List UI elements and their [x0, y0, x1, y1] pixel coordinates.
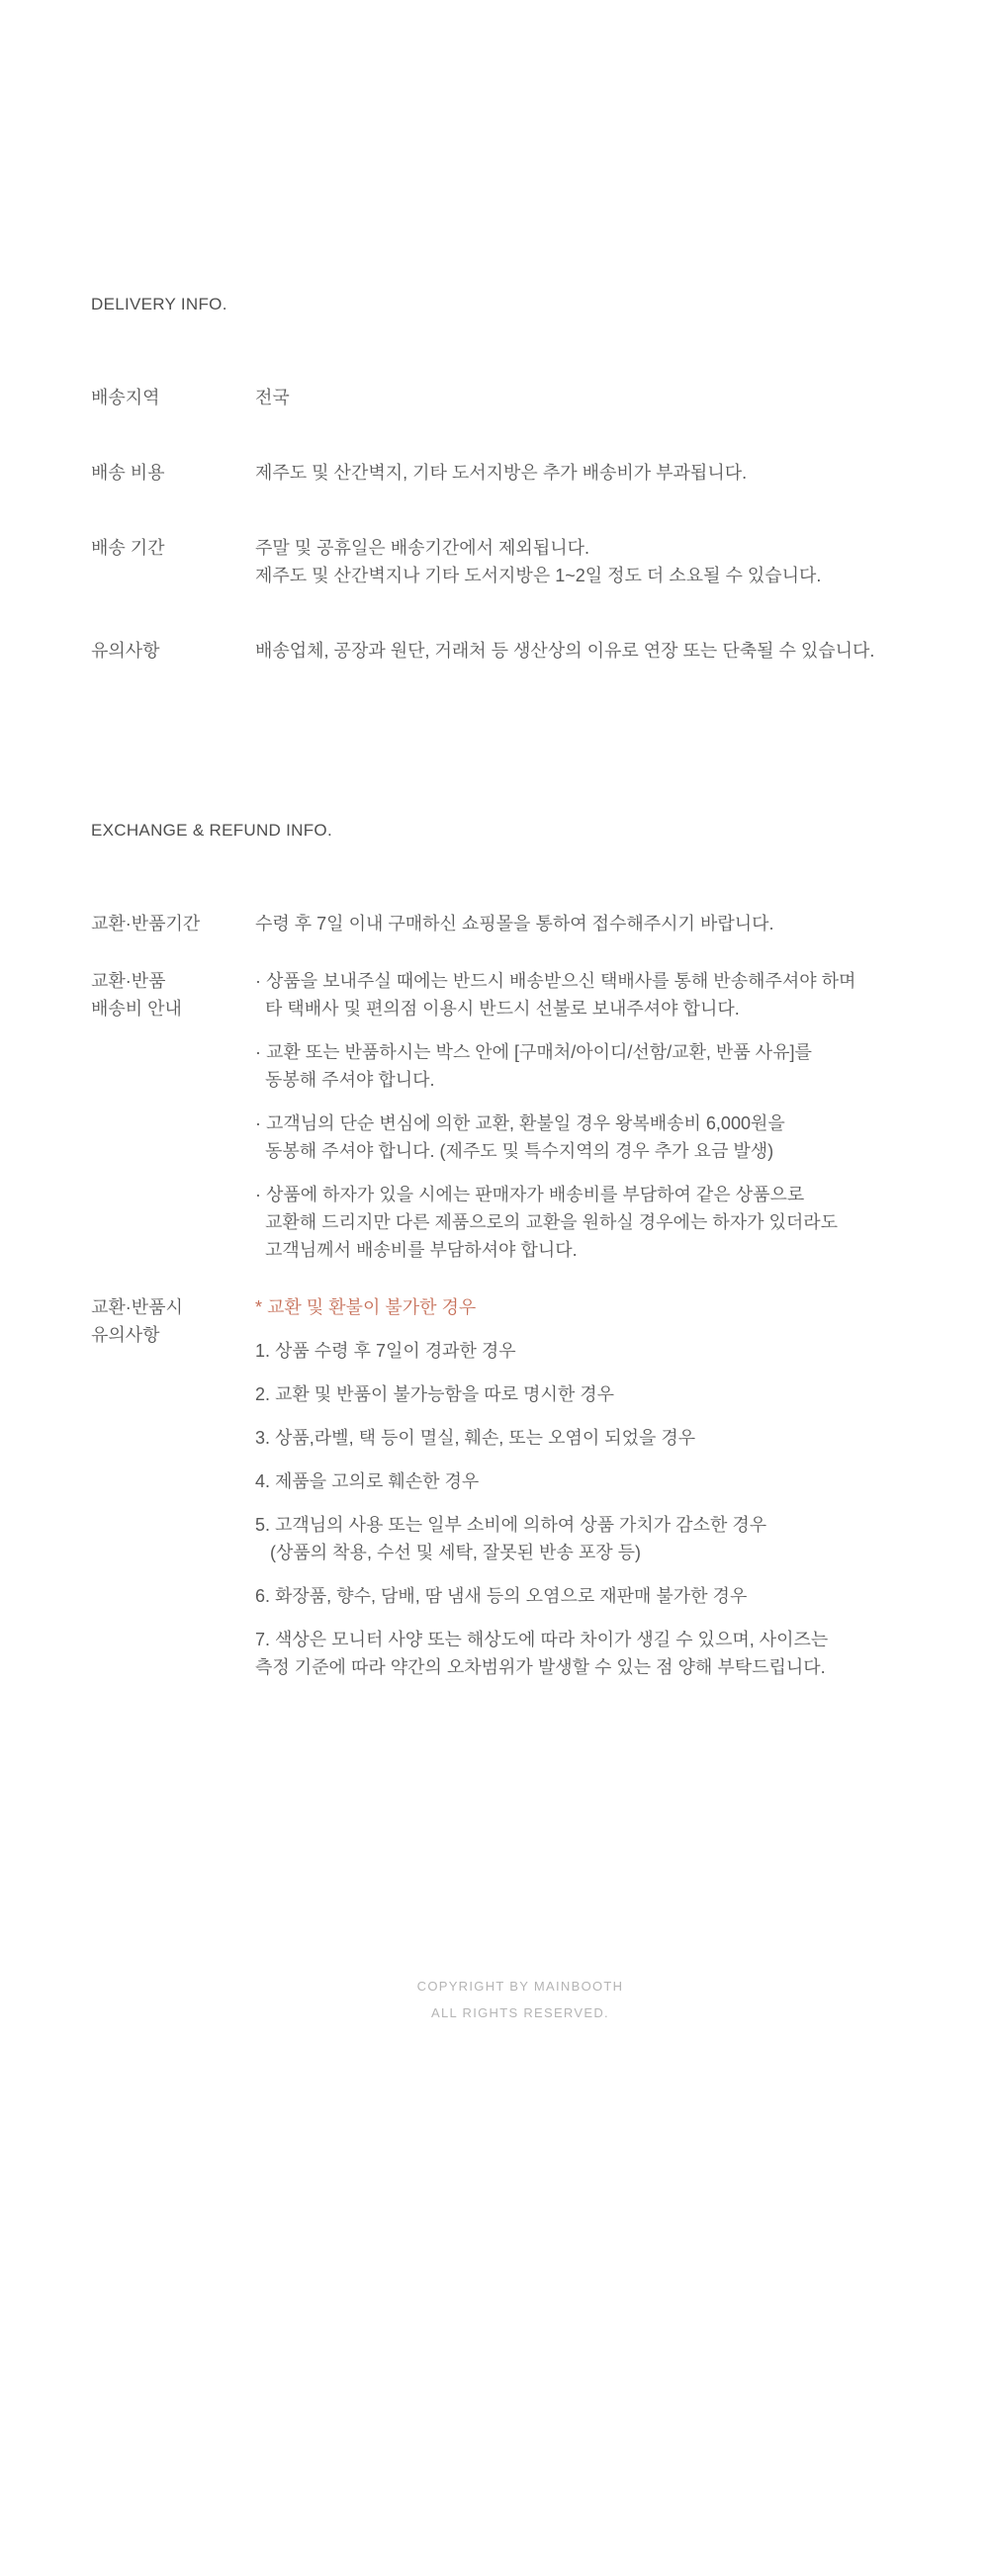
- info-row: [91, 637, 949, 665]
- row-label: [91, 384, 255, 411]
- text-line: 7. 색상은 모니터 사양 또는 해상도에 따라 차이가 생길 수 있으며, 사이즈는: [255, 1630, 829, 1649]
- row-label-line: 교환·반품기간: [91, 914, 201, 933]
- exchange-refund-table: [91, 910, 949, 1681]
- text-line: 교환해 드리지만 다른 제품으로의 교환을 원하실 경우에는 하자가 있더라도: [255, 1212, 839, 1232]
- row-content: [255, 967, 949, 1264]
- delivery-info-table: [91, 384, 949, 665]
- info-paragraph: [255, 459, 949, 487]
- text-line: * 교환 및 환불이 불가한 경우: [255, 1297, 477, 1317]
- info-paragraph: [255, 1424, 949, 1452]
- info-paragraph: [255, 637, 949, 665]
- text-line: · 고객님의 단순 변심에 의한 교환, 환불일 경우 왕복배송비 6,000원을: [255, 1113, 785, 1133]
- info-paragraph: [255, 1467, 949, 1495]
- info-paragraph: [255, 384, 949, 411]
- row-label-line: 배송 기간: [91, 538, 165, 558]
- accent-note-paragraph: [255, 1293, 949, 1321]
- info-row: [91, 1293, 949, 1681]
- delivery-info-section: [91, 295, 949, 665]
- text-line: 4. 제품을 고의로 훼손한 경우: [255, 1471, 480, 1491]
- row-label: [91, 1293, 255, 1349]
- row-content: [255, 459, 949, 487]
- text-line: 주말 및 공휴일은 배송기간에서 제외됩니다.: [255, 538, 589, 558]
- row-label-line: 배송비 안내: [91, 999, 182, 1019]
- row-label-line: 배송지역: [91, 388, 160, 407]
- text-line: 3. 상품,라벨, 택 등이 멸실, 훼손, 또는 오염이 되었을 경우: [255, 1428, 696, 1448]
- row-label-line: 유의사항: [91, 1325, 160, 1345]
- row-label-line: 배송 비용: [91, 463, 165, 483]
- text-line: 1. 상품 수령 후 7일이 경과한 경우: [255, 1341, 516, 1361]
- exchange-refund-heading: EXCHANGE & REFUND INFO.: [91, 821, 332, 840]
- text-line: 6. 화장품, 향수, 담배, 땀 냄새 등의 오염으로 재판매 불가한 경우: [255, 1586, 748, 1606]
- row-label-line: 교환·반품시: [91, 1297, 183, 1317]
- row-content: [255, 910, 949, 937]
- text-line: · 상품을 보내주실 때에는 반드시 배송받으신 택배사를 통해 반송해주셔야 하며: [255, 971, 856, 991]
- row-content: [255, 384, 949, 411]
- info-row: [91, 459, 949, 487]
- copyright-footer: [91, 1973, 949, 2026]
- delivery-info-heading: DELIVERY INFO.: [91, 295, 227, 313]
- text-line: (상품의 착용, 수선 및 세탁, 잘못된 반송 포장 등): [255, 1543, 641, 1562]
- text-line: 동봉해 주셔야 합니다. (제주도 및 특수지역의 경우 추가 요금 발생): [255, 1141, 774, 1161]
- text-line: 전국: [255, 388, 290, 407]
- text-line: 5. 고객님의 사용 또는 일부 소비에 의하여 상품 가치가 감소한 경우: [255, 1515, 767, 1535]
- text-line: 제주도 및 산간벽지나 기타 도서지방은 1~2일 정도 더 소요될 수 있습니다.: [255, 566, 822, 585]
- info-paragraph: [255, 1181, 949, 1264]
- info-paragraph: [255, 534, 949, 589]
- row-content: [255, 637, 949, 665]
- info-row: [91, 534, 949, 589]
- info-paragraph: [255, 910, 949, 937]
- info-paragraph: [255, 1038, 949, 1094]
- rights-line: ALL RIGHTS RESERVED.: [431, 2005, 609, 2020]
- text-line: 측정 기준에 따라 약간의 오차범위가 발생할 수 있는 점 양해 부탁드립니다.: [255, 1657, 826, 1677]
- info-row: [91, 384, 949, 411]
- text-line: 타 택배사 및 편의점 이용시 반드시 선불로 보내주셔야 합니다.: [255, 999, 740, 1019]
- info-paragraph: [255, 1110, 949, 1165]
- row-label: [91, 459, 255, 487]
- info-paragraph: [255, 1626, 949, 1681]
- row-label: [91, 637, 255, 665]
- info-paragraph: [255, 1511, 949, 1566]
- text-line: 동봉해 주셔야 합니다.: [255, 1070, 435, 1090]
- row-content: [255, 1293, 949, 1681]
- text-line: · 교환 또는 반품하시는 박스 안에 [구매처/아이디/선함/교환, 반품 사유]를: [255, 1042, 812, 1062]
- row-label-line: 교환·반품: [91, 971, 166, 991]
- exchange-refund-section: [91, 821, 949, 1681]
- copyright-line: COPYRIGHT BY MAINBOOTH: [416, 1979, 624, 1994]
- row-label: [91, 967, 255, 1022]
- row-content: [255, 534, 949, 589]
- info-row: [91, 967, 949, 1264]
- text-line: 2. 교환 및 반품이 불가능함을 따로 명시한 경우: [255, 1384, 615, 1404]
- text-line: 배송업체, 공장과 원단, 거래처 등 생산상의 이유로 연장 또는 단축될 수 있습니다.: [255, 641, 875, 661]
- row-label: [91, 910, 255, 937]
- row-label: [91, 534, 255, 562]
- info-paragraph: [255, 1337, 949, 1365]
- info-paragraph: [255, 967, 949, 1022]
- text-line: 고객님께서 배송비를 부담하셔야 합니다.: [255, 1240, 578, 1260]
- text-line: 제주도 및 산간벽지, 기타 도서지방은 추가 배송비가 부과됩니다.: [255, 463, 748, 483]
- text-line: 수령 후 7일 이내 구매하신 쇼핑몰을 통하여 접수해주시기 바랍니다.: [255, 914, 774, 933]
- info-row: [91, 910, 949, 937]
- info-paragraph: [255, 1582, 949, 1610]
- row-label-line: 유의사항: [91, 641, 160, 661]
- info-paragraph: [255, 1380, 949, 1408]
- text-line: · 상품에 하자가 있을 시에는 판매자가 배송비를 부담하여 같은 상품으로: [255, 1185, 805, 1204]
